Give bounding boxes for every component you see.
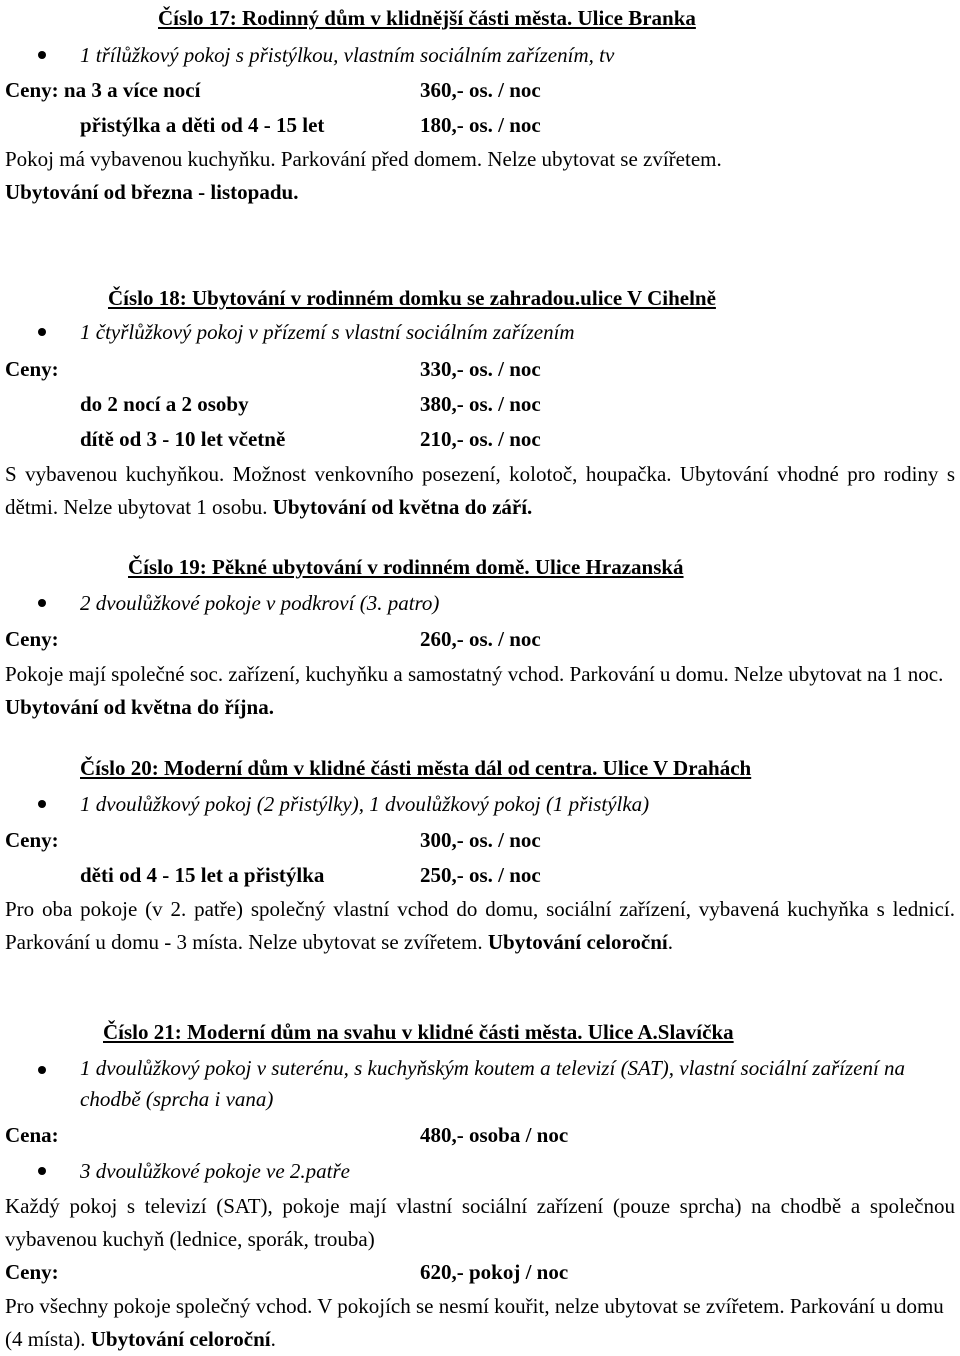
listing-17-price-label-2: přistýlka a děti od 4 - 15 let [80, 113, 325, 137]
bullet-icon [38, 1167, 46, 1175]
listing-21-price-value-1: 480,- osoba / noc [420, 1123, 569, 1147]
listing-18-price-label-2: do 2 nocí a 2 osoby [80, 392, 249, 416]
listing-17-price-value-1: 360,- os. / noc [420, 78, 541, 102]
listing-21-availability: Ubytování celoroční [90, 1327, 271, 1351]
listing-18-price-label-1: Ceny: [5, 357, 59, 381]
listing-17-notes-text: Pokoj má vybavenou kuchyňku. Parkování před domem. Nelze ubytovat se zvířetem. [5, 147, 722, 171]
listing-21-notes-tail: . [270, 1327, 276, 1351]
listing-21-room-1: 1 dvoulůžkový pokoj v suterénu, s kuchyňským koutem a televizí (SAT), vlastní sociální zařízení na chodbě (sprcha i vana) [80, 1056, 906, 1111]
bullet-icon [38, 328, 46, 336]
listing-17-availability: Ubytování od března - listopadu. [5, 180, 299, 204]
bullet-icon [38, 599, 46, 607]
listing-20-title: Číslo 20: Moderní dům v klidné části města dál od centra. Ulice V Drahách [80, 756, 752, 780]
listing-18-price-value-1: 330,- os. / noc [420, 357, 541, 381]
listing-19-title: Číslo 19: Pěkné ubytování v rodinném domě. Ulice Hrazanská [128, 555, 684, 579]
listing-17-notes [5, 143, 955, 209]
listing-18-notes [5, 458, 955, 524]
listing-17-price-value-2: 180,- os. / noc [420, 113, 541, 137]
listing-18-price-value-3: 210,- os. / noc [420, 427, 541, 451]
listing-20-notes-tail: . [667, 930, 673, 954]
listing-19-price-value-1: 260,- os. / noc [420, 627, 541, 651]
listing-21-room-2: 3 dvoulůžkové pokoje ve 2.patře [80, 1159, 350, 1183]
bullet-icon [38, 1066, 46, 1074]
listing-18-price-label-3: dítě od 3 - 10 let včetně [80, 427, 286, 451]
listing-18-title: Číslo 18: Ubytování v rodinném domku se zahradou.ulice V Cihelně [108, 286, 716, 310]
listing-21-price-label-1: Cena: [5, 1123, 59, 1147]
listing-19-price-label-1: Ceny: [5, 627, 59, 651]
listing-21-price-label-2: Ceny: [5, 1260, 59, 1284]
listing-19-notes-text: Pokoje mají společné soc. zařízení, kuchyňku a samostatný vchod. Parkování u domu. Nelze ubytovat na 1 noc. [5, 662, 944, 686]
listing-18-price-value-2: 380,- os. / noc [420, 392, 541, 416]
listing-17-price-label-1: Ceny: na 3 a více nocí [5, 78, 201, 102]
listing-19-availability: Ubytování od května do října. [5, 695, 274, 719]
listing-18-room: 1 čtyřlůžkový pokoj v přízemí s vlastní sociálním zařízením [80, 320, 575, 344]
listing-18-availability: Ubytování od května do září. [272, 495, 533, 519]
listing-19-notes [5, 658, 955, 724]
bullet-icon [38, 51, 46, 59]
listing-20-price-value-1: 300,- os. / noc [420, 828, 541, 852]
listing-21-notes [5, 1290, 955, 1356]
listing-21-price-value-2: 620,- pokoj / noc [420, 1260, 569, 1284]
listing-20-room: 1 dvoulůžkový pokoj (2 přistýlky), 1 dvoulůžkový pokoj (1 přistýlka) [80, 792, 650, 816]
listing-17-room: 1 třílůžkový pokoj s přistýlkou, vlastním sociálním zařízením, tv [80, 43, 615, 67]
listing-20-price-label-1: Ceny: [5, 828, 59, 852]
listing-20-price-label-2: děti od 4 - 15 let a přistýlka [80, 863, 325, 887]
listing-17-title: Číslo 17: Rodinný dům v klidnější části města. Ulice Branka [158, 6, 696, 30]
listing-20-notes-text: Pro oba pokoje (v 2. patře) společný vlastní vchod do domu, sociální zařízení, vybavená kuchyňka s lednicí. Parkování u domu - 3 místa. Nelze ubytovat se zvířetem. [5, 897, 955, 954]
listing-21-notes-text: Pro všechny pokoje společný vchod. V pokojích se nesmí kouřit, nelze ubytovat se zvířetem. Parkování u domu (4 místa). [5, 1294, 944, 1351]
listing-18-notes-text: S vybavenou kuchyňkou. Možnost venkovního posezení, kolotoč, houpačka. Ubytování vhodné pro rodiny s dětmi. Nelze ubytovat 1 osobu. [5, 462, 955, 519]
bullet-icon [38, 800, 46, 808]
listing-20-notes [5, 893, 955, 959]
listing-19-room: 2 dvoulůžkové pokoje v podkroví (3. patro) [80, 591, 440, 615]
listing-20-availability: Ubytování celoroční [487, 930, 668, 954]
listing-21-room-2-notes: Každý pokoj s televizí (SAT), pokoje mají vlastní sociální zařízení (pouze sprcha) na chodbě a společnou vybavenou kuchyň (lednice, sporák, trouba) [5, 1194, 955, 1251]
listing-21-title: Číslo 21: Moderní dům na svahu v klidné části města. Ulice A.Slavíčka [103, 1020, 734, 1044]
listing-20-price-value-2: 250,- os. / noc [420, 863, 541, 887]
